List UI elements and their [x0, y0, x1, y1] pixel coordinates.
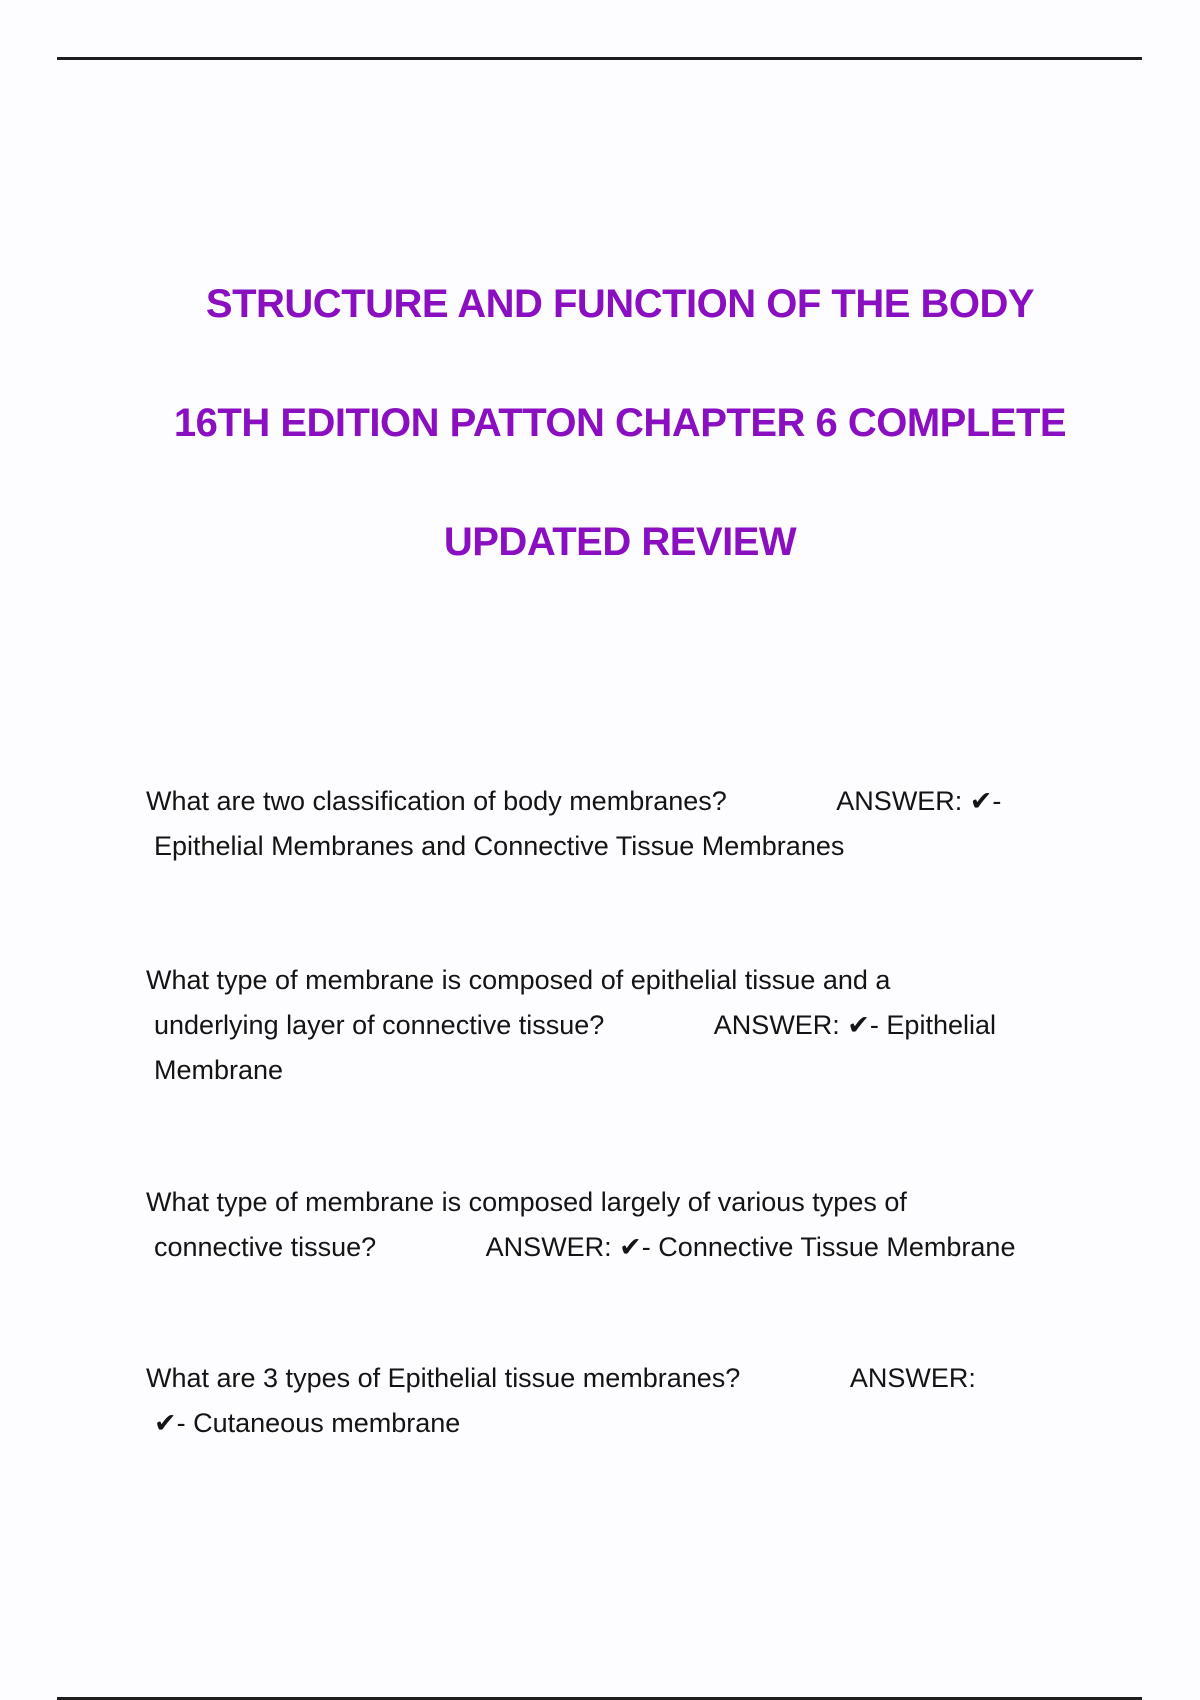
answer-text: ANSWER: ✔- Connective Tissue Membrane — [485, 1232, 1016, 1262]
qa-line — [146, 779, 1086, 824]
question-text: What are 3 types of Epithelial tissue membranes? — [146, 1363, 741, 1393]
qa-item-4 — [146, 1356, 1086, 1446]
qa-line — [146, 1225, 1086, 1270]
qa-item-3 — [146, 1180, 1086, 1270]
document-title-line-1: STRUCTURE AND FUNCTION OF THE BODY — [205, 282, 1035, 326]
qa-item-2 — [146, 958, 1086, 1093]
answer-text: ANSWER: ✔- Epithelial — [713, 1010, 996, 1040]
answer-text: Epithelial Membranes and Connective Tissue Membranes — [154, 831, 845, 861]
question-text: connective tissue? — [154, 1232, 377, 1262]
document-title-line-2: 16TH EDITION PATTON CHAPTER 6 COMPLETE — [173, 401, 1067, 445]
question-text: underlying layer of connective tissue? — [154, 1010, 605, 1040]
question-text: What type of membrane is composed of epithelial tissue and a — [146, 965, 891, 995]
answer-label: ANSWER: — [849, 1363, 976, 1393]
question-text: What type of membrane is composed largely of various types of — [146, 1187, 907, 1217]
answer-text: Membrane — [154, 1055, 284, 1085]
answer-text: ✔- Cutaneous membrane — [154, 1408, 461, 1438]
qa-item-1 — [146, 779, 1086, 869]
answer-label: ANSWER: ✔- — [836, 786, 1002, 816]
qa-line — [146, 1356, 1086, 1401]
document-title-line-3: UPDATED REVIEW — [443, 520, 797, 564]
header-rule — [57, 57, 1142, 60]
question-text: What are two classification of body membranes? — [146, 786, 727, 816]
qa-line — [146, 1003, 1086, 1048]
